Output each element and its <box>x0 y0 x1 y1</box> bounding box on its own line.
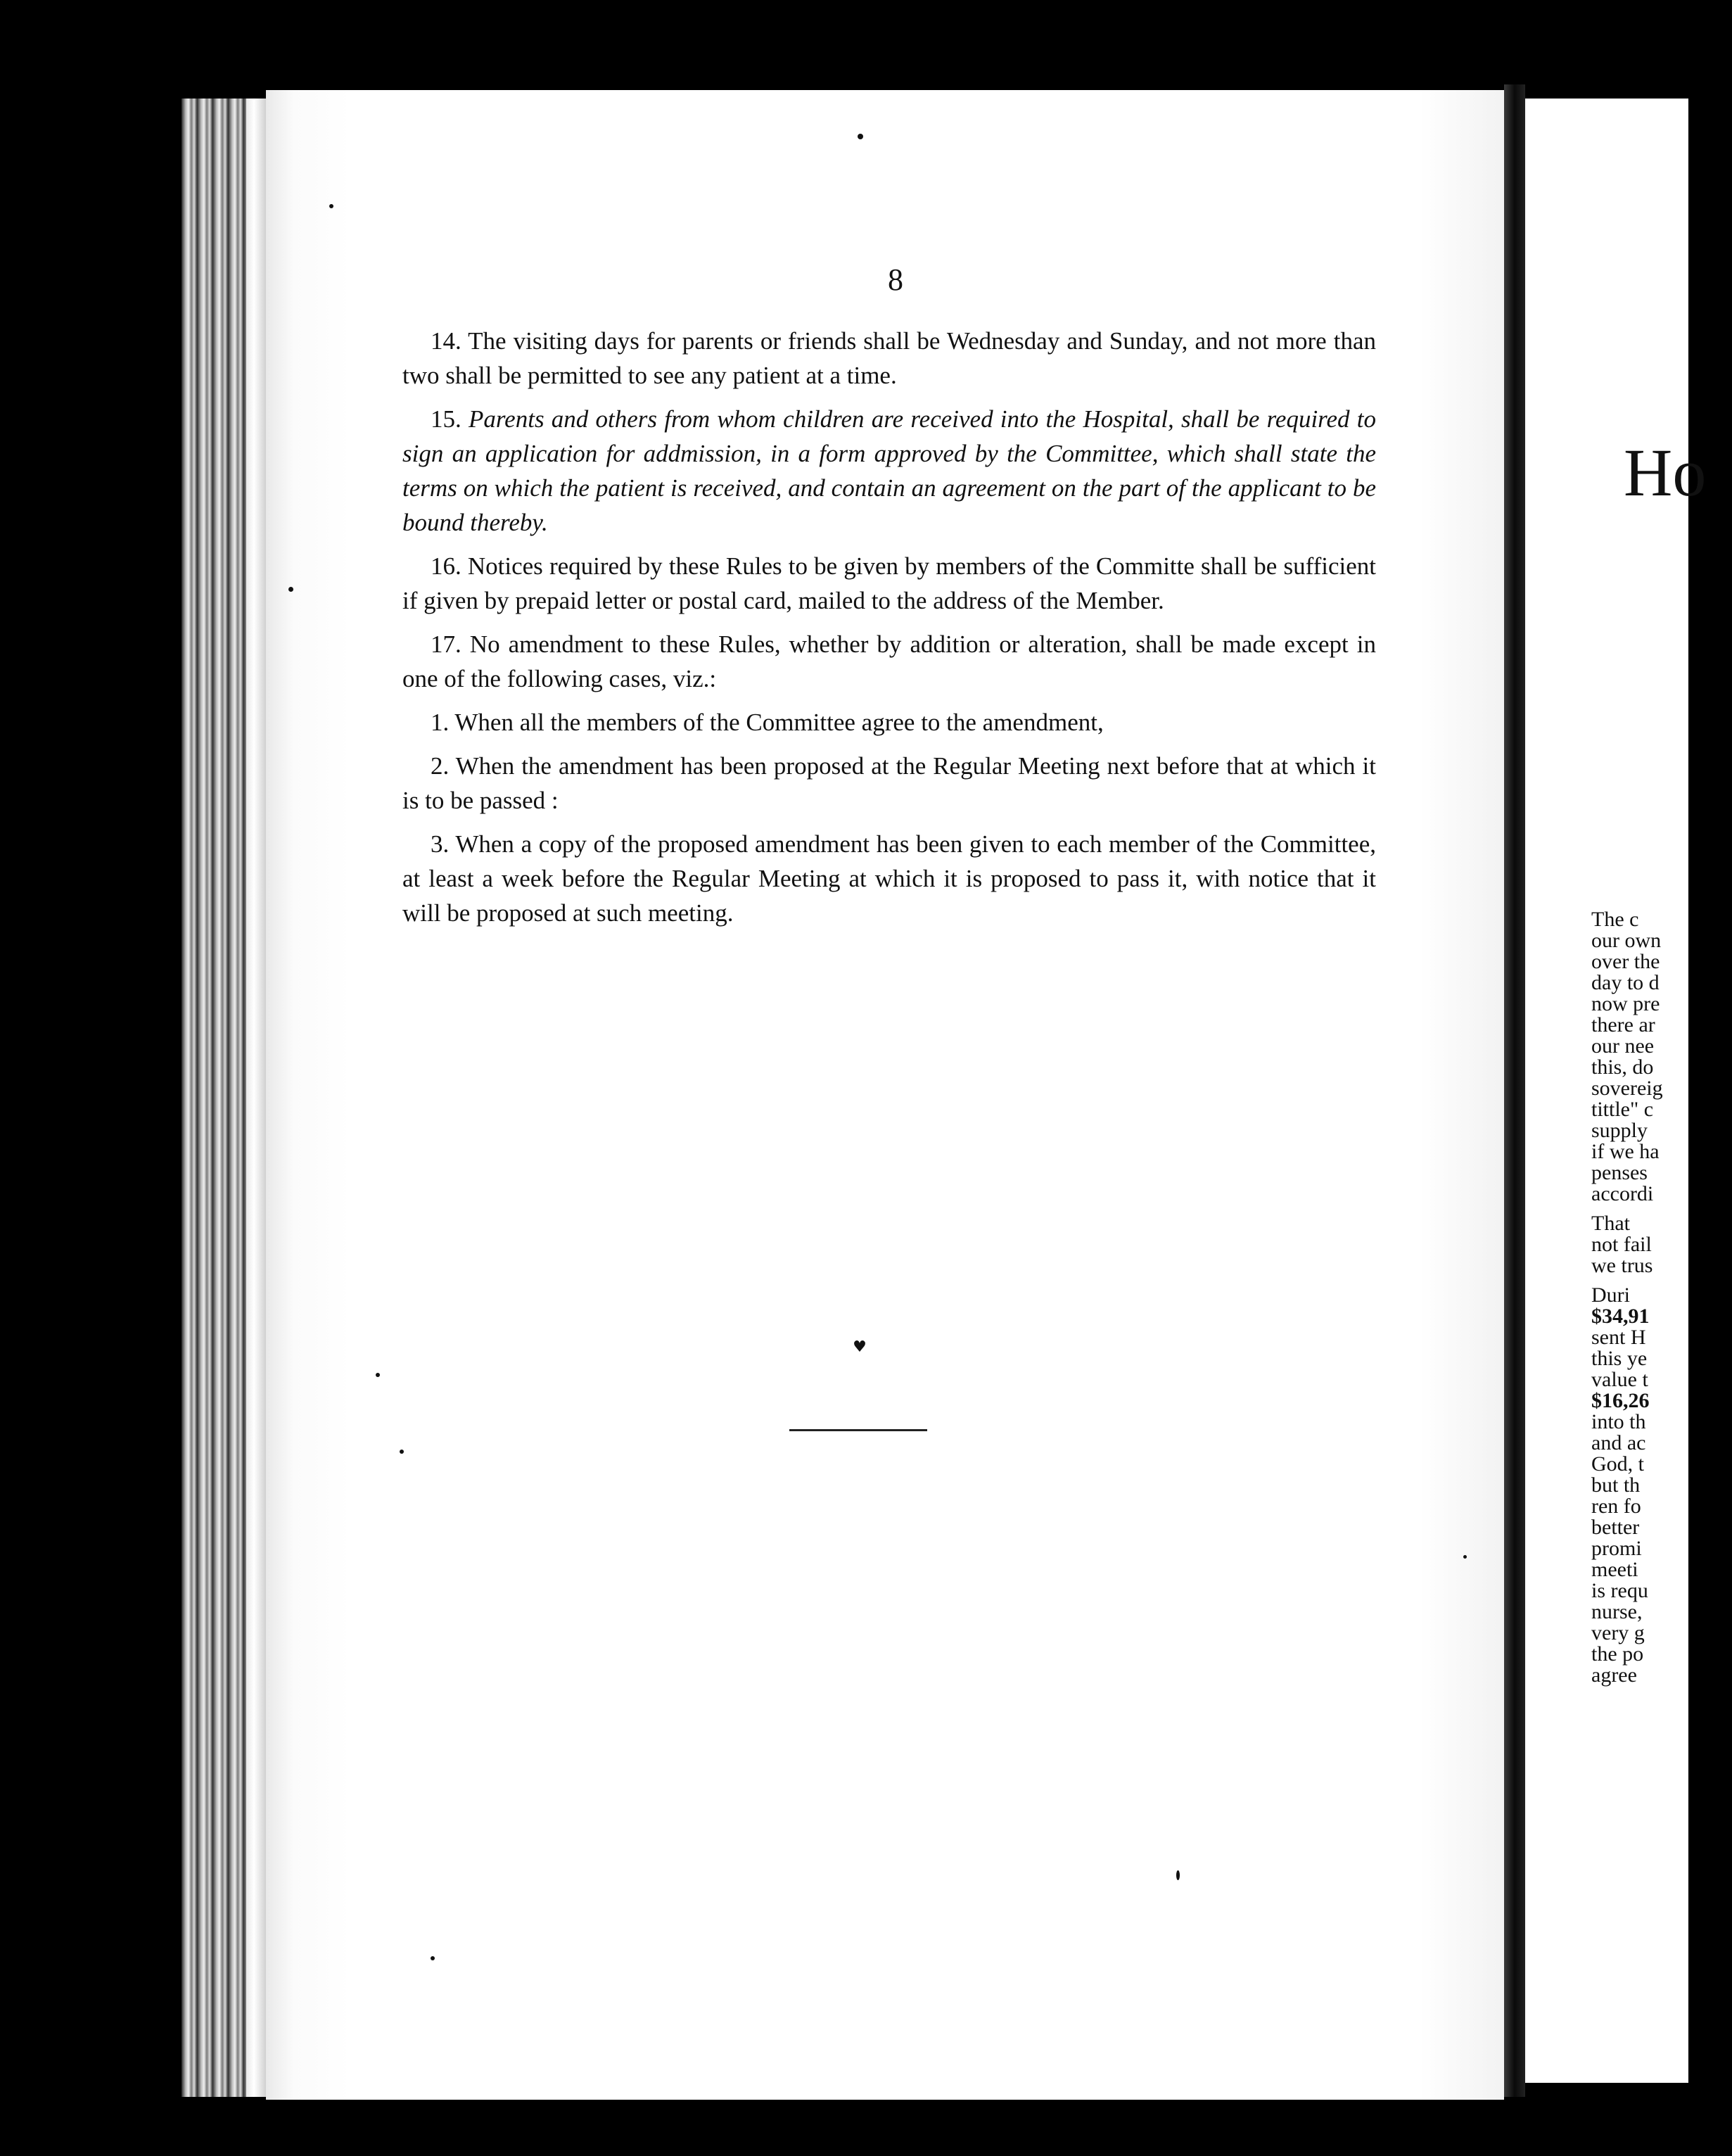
rule-number: 17. <box>431 630 461 658</box>
adjacent-page-line: the po <box>1591 1642 1644 1666</box>
adjacent-page-line: now pre <box>1591 992 1660 1015</box>
rule-number: 14. <box>431 327 461 355</box>
scan-speck <box>400 1450 404 1454</box>
page-number: 8 <box>888 262 903 297</box>
section-divider <box>789 1429 927 1431</box>
adjacent-page-line: promi <box>1591 1537 1642 1560</box>
page-gutter <box>1504 84 1525 2097</box>
adjacent-page-line: day to d <box>1591 971 1660 994</box>
rule-15 <box>402 402 1376 540</box>
adjacent-page-line: not fail <box>1591 1233 1652 1256</box>
rule-16 <box>402 549 1376 618</box>
adjacent-page-line: $34,91 <box>1591 1305 1650 1328</box>
adjacent-page-line: supply <box>1591 1119 1648 1142</box>
adjacent-page-line: That <box>1591 1212 1630 1235</box>
scan-speck <box>329 204 333 208</box>
adjacent-page-line: nurse, <box>1591 1600 1643 1623</box>
adjacent-page-line: our nee <box>1591 1034 1655 1058</box>
adjacent-page-line: $16,26 <box>1591 1389 1650 1412</box>
rules-text <box>402 324 1376 939</box>
adjacent-page-line: our own <box>1591 929 1662 952</box>
adjacent-page-line: is requ <box>1591 1579 1648 1602</box>
case-text: When all the members of the Committee agree to the amendment, <box>454 709 1104 736</box>
adjacent-page-line: this, do <box>1591 1055 1654 1079</box>
rule-text: Notices required by these Rules to be given by members of the Committe shall be sufficient if given by prepaid letter or postal card, mailed to the address of the Member. <box>402 552 1377 614</box>
adjacent-page-line: value t <box>1591 1368 1648 1391</box>
adjacent-page-line: accordi <box>1591 1182 1654 1205</box>
rule-14 <box>402 324 1376 393</box>
case-number: 3. <box>431 830 450 858</box>
adjacent-page-line: ren fo <box>1591 1495 1641 1518</box>
adjacent-page-heading: Ho <box>1624 435 1707 510</box>
case-text: When a copy of the proposed amendment has been given to each member of the Committee, at least a week before the Regular Meeting at which it is proposed to pass it, with notice that it will be proposed at such meeting. <box>402 830 1376 927</box>
adjacent-page-line: into th <box>1591 1410 1646 1433</box>
scan-speck <box>1176 1870 1180 1880</box>
adjacent-page-line: if we ha <box>1591 1140 1660 1163</box>
ornament-icon: ♥ <box>853 1338 867 1356</box>
case-number: 1. <box>431 709 450 736</box>
adjacent-page-line: sovereig <box>1591 1077 1663 1100</box>
rule-number: 16. <box>431 552 461 580</box>
scan-speck <box>431 1956 435 1960</box>
adjacent-page-line: Duri <box>1591 1283 1630 1307</box>
adjacent-page-line: this ye <box>1591 1347 1648 1370</box>
adjacent-page-line: over the <box>1591 950 1660 973</box>
adjacent-page-line: very g <box>1591 1621 1645 1644</box>
case-number: 2. <box>431 752 450 780</box>
adjacent-page-line: agree <box>1591 1663 1637 1687</box>
rule-number: 15. <box>431 405 461 433</box>
adjacent-page-line: sent H <box>1591 1326 1646 1349</box>
scan-speck <box>376 1373 380 1377</box>
adjacent-page-line: tittle" c <box>1591 1098 1654 1121</box>
adjacent-page-line: God, t <box>1591 1452 1644 1476</box>
adjacent-page-line: there ar <box>1591 1013 1655 1036</box>
adjacent-page-line: and ac <box>1591 1431 1646 1454</box>
amendment-case-3 <box>402 827 1376 930</box>
scan-speck <box>1463 1555 1467 1559</box>
adjacent-page-line: The c <box>1591 908 1639 931</box>
adjacent-page-line: meeti <box>1591 1558 1638 1581</box>
rule-text: Parents and others from whom children are received into the Hospital, shall be required to sign an application for addmission, in a form approved by the Committee, which shall state the terms on which the patient is received, and contain an agreement on the part of the applicant to be bound thereby. <box>402 405 1376 536</box>
amendment-case-2 <box>402 749 1376 818</box>
page-edge <box>246 99 266 2097</box>
rule-text: No amendment to these Rules, whether by addition or alteration, shall be made except in one of the following cases, viz.: <box>402 630 1376 692</box>
amendment-case-1 <box>402 705 1376 740</box>
adjacent-page-line: better <box>1591 1516 1640 1539</box>
rule-17 <box>402 627 1376 696</box>
adjacent-page-line: but th <box>1591 1473 1641 1497</box>
scan-speck <box>858 134 863 139</box>
rule-text: The visiting days for parents or friends shall be Wednesday and Sunday, and not more than two shall be permitted to see any patient at a time. <box>402 327 1377 389</box>
scan-speck <box>288 587 293 592</box>
adjacent-page-line: we trus <box>1591 1254 1653 1277</box>
adjacent-page-line: penses <box>1591 1161 1648 1184</box>
adjacent-page-text <box>1591 909 1732 1686</box>
case-text: When the amendment has been proposed at the Regular Meeting next before that at which it is to be passed : <box>402 752 1377 814</box>
